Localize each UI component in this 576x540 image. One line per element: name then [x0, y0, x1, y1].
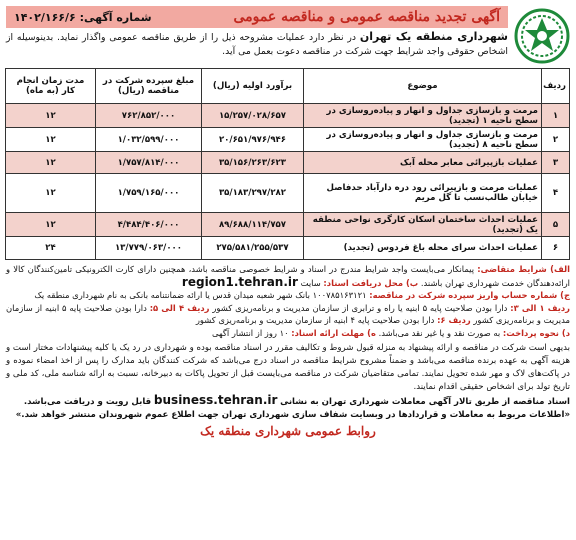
row-subject: عملیات احداث ساختمان اسکان کارگری نواحی منطقه یک (تجدید) [304, 213, 542, 237]
region-website-link[interactable]: region1.tehran.ir [181, 274, 298, 289]
table-row [6, 174, 570, 213]
row-number: ۱ [542, 104, 570, 128]
row-number: ۲ [542, 128, 570, 152]
condition-c-text: ۱۰۰۷۸۵۱۶۳۱۲۱ بانک شهر شعبه میدان قدس یا ارائه ضمانتنامه بانکی به نام شهرداری منطقه یک [34, 290, 367, 301]
portal-link[interactable]: business.tehran.ir [153, 392, 278, 407]
row-estimate: ۲۷۵/۵۸۱/۲۵۵/۵۳۷ [202, 237, 304, 260]
col-header-row: ردیف [542, 69, 570, 104]
row-number: ۶ [542, 237, 570, 260]
condition-a-label: الف) شرایط متقاضی: [477, 264, 570, 274]
row-deposit: ۱/۷۵۹/۱۶۵/۰۰۰ [96, 174, 202, 213]
condition-b-label: ب) محل دریافت اسناد: [323, 277, 419, 288]
row-deposit: ۷۶۲/۸۵۲/۰۰۰ [96, 104, 202, 128]
table-row [6, 104, 570, 128]
table-row [6, 128, 570, 152]
row-subject: مرمت و بازسازی جداول و انهار و پیاده‌روسازی در سطح ناحیه ۸ (تجدید) [304, 128, 542, 152]
ad-title: آگهی تجدید مناقصه عمومی و مناقصه عمومی [233, 9, 500, 25]
col-header-subject: موضوع [304, 69, 542, 104]
qualification-row6-label: ردیف ۶: [437, 315, 471, 326]
row-estimate: ۳۵/۱۵۶/۲۶۳/۶۲۳ [202, 152, 304, 174]
qualification-row1-3-label: ردیف ۱ الی ۳: [510, 302, 570, 313]
condition-d-text: به صورت نقد و یا غیر نقد می‌باشد. [378, 327, 501, 338]
row-deposit: ۱/۷۵۷/۸۱۴/۰۰۰ [96, 152, 202, 174]
transparency-notice: «اطلاعات مربوط به معاملات و قراردادها در وبسایت شفاف سازی شهرداری تهران جهت اطلاع عموم شهروندان منتشر خواهد شد.» [15, 409, 570, 420]
ad-number: ۱۴۰۲/۱۶۶/۶ [14, 10, 76, 24]
portal-suffix: قابل رویت و دریافت می‌باشد. [23, 396, 152, 407]
row-deposit: ۱/۰۳۲/۵۹۹/۰۰۰ [96, 128, 202, 152]
table-row [6, 213, 570, 237]
row-deposit: ۱۳/۷۷۹/۰۶۳/۰۰۰ [96, 237, 202, 260]
tender-table [5, 68, 570, 260]
condition-c-label: ج) شماره حساب واریز سپرده شرکت در مناقصه: [369, 290, 570, 301]
row-estimate: ۱۵/۲۵۷/۰۲۸/۶۵۷ [202, 104, 304, 128]
row-estimate: ۳۵/۱۸۳/۲۹۷/۲۸۲ [202, 174, 304, 213]
condition-d-label: د) نحوه پرداخت: [502, 327, 570, 338]
row-number: ۴ [542, 174, 570, 213]
row-duration: ۱۲ [6, 213, 96, 237]
condition-e-text: ۱۰ روز از انتشار آگهی [212, 327, 289, 338]
qualification-row1-3-text: دارا بودن صلاحیت پایه ۵ ابنیه یا راه و ترابری از سازمان مدیریت و برنامه‌ریزی کشور [212, 302, 508, 313]
signature: روابط عمومی شهرداری منطقه یک [200, 423, 376, 438]
row-duration: ۱۲ [6, 152, 96, 174]
row-estimate: ۲۰/۶۵۱/۹۷۶/۹۴۶ [202, 128, 304, 152]
row-duration: ۲۴ [6, 237, 96, 260]
condition-b-text: سایت [300, 277, 321, 288]
intro-paragraph [6, 30, 508, 59]
footer-paragraph: بدیهی است شرکت در مناقصه و ارائه پیشنهاد به منزله قبول شروط و تکالیف مقرر در اسناد مناقصه بوده و شهرداری در رد یک یا کلیه پیشنهادات مختار است و هزینه آگهی به عهده برنده مناقصه می‌باشد و ضمناً مشروح شرایط مناقصه در اسناد درج می‌باشد که شرکت کنندگان باید مدارک را پس از اخذ امضاء نموده و در پاکت‌های لاک و مهر شده تحویل نمایند. تمامی متقاضیان شرکت در مناقصه می‌بایست قبل از تحویل پاکات به دبیرخانه، نسبت به ارائه شناسه ملی، کد ملی و تاریخ تولد برای اشخاص حقیقی اقدام نمایند. [6, 342, 570, 392]
qualification-row6-text: دارا بودن صلاحیت پایه ۴ ابنیه از سازمان مدیریت و برنامه‌ریزی کشور [195, 315, 435, 326]
table-row [6, 152, 570, 174]
ad-header [6, 6, 570, 68]
row-duration: ۱۲ [6, 104, 96, 128]
condition-a-text: پیمانکار می‌بایست واجد شرایط مندرج در اسناد و شرایط خصوصی مناقصه باشد، همچنین دارای کارت الکترونیکی تامین‌کنندگان کالا و ارائه‌دهندگان خدمت شهرداری تهران باشند. [6, 264, 570, 288]
row-number: ۳ [542, 152, 570, 174]
row-subject: عملیات مرمت و بازپیرائی رود دره دارآباد حدفاصل خیابان طالب‌نسب تا گل مریم [304, 174, 542, 213]
table-row [6, 237, 570, 260]
row-duration: ۱۲ [6, 128, 96, 152]
col-header-duration: مدت زمان انجام کار (به ماه) [6, 69, 96, 104]
row-estimate: ۸۹/۶۸۸/۱۱۴/۷۵۷ [202, 213, 304, 237]
qualification-row4-5-label: ردیف ۴ الی ۵: [149, 302, 210, 313]
portal-text: اسناد مناقصه از طریق تالار آگهی معاملات شهرداری تهران به نشانی [280, 396, 570, 407]
title-banner [6, 6, 508, 28]
condition-e-label: ه) مهلت ارائه اسناد: [291, 327, 376, 338]
table-header-row [6, 69, 570, 104]
row-deposit: ۴/۴۸۴/۴۰۶/۰۰۰ [96, 213, 202, 237]
col-header-deposit: مبلغ سپرده شرکت در مناقصه (ریال) [96, 69, 202, 104]
qualification-row4-5-text: دارا بودن صلاحیت پایه ۵ ابنیه از سازمان مدیریت و برنامه‌ریزی کشور [6, 302, 570, 326]
ad-number-group [14, 11, 152, 24]
tehran-municipality-logo-icon [514, 6, 570, 64]
intro-text: در نظر دارد عملیات مشروحه ذیل را از طریق مناقصه عمومی واگذار نماید. بدینوسیله از اشخاص حقوقی واجد شرایط جهت شرکت در مناقصه دعوت بعمل می آید. [6, 32, 508, 57]
row-duration: ۱۲ [6, 174, 96, 213]
row-subject: مرمت و بازسازی جداول و انهار و پیاده‌روسازی در سطح ناحیه ۱ (تجدید) [304, 104, 542, 128]
row-subject: عملیات بازپیرائی معابر محله آبک [304, 152, 542, 174]
tender-ad [6, 6, 570, 528]
conditions-section [6, 263, 570, 340]
row-number: ۵ [542, 213, 570, 237]
row-subject: عملیات احداث سرای محله باغ فردوس (تجدید) [304, 237, 542, 260]
ad-number-label: شماره آگهی: [79, 10, 152, 24]
col-header-estimate: برآورد اولیه (ریال) [202, 69, 304, 104]
org-name: شهرداری منطقه یک تهران [359, 30, 508, 43]
footer-section [6, 342, 570, 422]
